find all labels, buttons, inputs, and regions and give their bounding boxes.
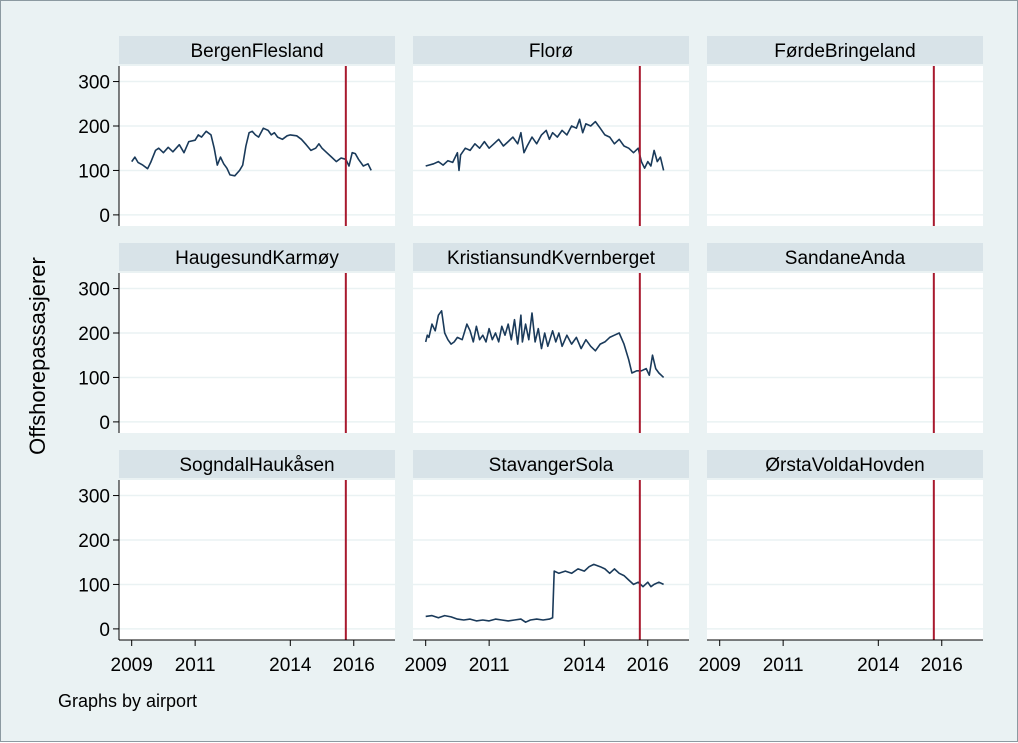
small-multiples-chart	[1, 1, 1018, 743]
panel-6-title: SandaneAnda	[784, 248, 906, 269]
panel-3-title: FørdeBringeland	[774, 41, 916, 62]
panel-4-y-tick-label-0: 0	[99, 412, 110, 434]
panel-7-y-tick-label-0: 0	[99, 619, 110, 641]
panel-7-x-tick-label-3: 2016	[332, 655, 375, 676]
panel-4-y-tick-label-2: 200	[78, 324, 110, 345]
panel-5-plot-area	[413, 273, 689, 433]
panel-2-title: Florø	[528, 41, 574, 62]
panel-9-x-tick-label-2: 2014	[857, 655, 900, 676]
panel-5-title: KristiansundKvernberget	[446, 248, 656, 269]
panel-7-x-tick-label-2: 2014	[269, 655, 312, 676]
panel-4-y-tick-label-1: 100	[78, 368, 110, 390]
panel-2-plot-area	[413, 66, 689, 226]
panel-7-y-tick-label-1: 100	[78, 575, 110, 597]
panel-6-plot-area	[707, 273, 983, 433]
panel-9-x-tick-label-1: 2011	[762, 655, 804, 676]
panel-1-y-tick-label-2: 200	[78, 117, 110, 138]
panel-8-x-tick-label-3: 2016	[626, 655, 669, 676]
panel-1-y-tick-label-0: 0	[99, 205, 110, 227]
panel-1-title: BergenFlesland	[190, 41, 324, 62]
panel-7-y-tick-label-2: 200	[78, 531, 110, 552]
panel-9-plot-area	[707, 480, 983, 640]
panel-8-x-tick-label-2: 2014	[563, 655, 606, 676]
panel-8-x-tick-label-0: 2009	[404, 655, 447, 676]
panel-4-y-tick-label-3: 300	[78, 279, 110, 301]
panel-1-y-tick-label-1: 100	[78, 161, 110, 183]
panel-9-title: ØrstaVoldaHovden	[765, 455, 925, 476]
panel-3-plot-area	[707, 66, 983, 226]
panel-7-y-tick-label-3: 300	[78, 486, 110, 508]
panel-7-x-tick-label-0: 2009	[110, 655, 153, 676]
panel-7-x-tick-label-1: 2011	[174, 655, 216, 676]
y-axis-label: Offshorepassasjerer	[25, 257, 50, 455]
panel-4-title: HaugesundKarmøy	[175, 248, 339, 269]
panel-9-x-tick-label-0: 2009	[698, 655, 741, 676]
panel-8-plot-area	[413, 480, 689, 640]
graphs-by-note: Graphs by airport	[58, 691, 198, 711]
panel-9-x-tick-label-3: 2016	[920, 655, 963, 676]
panel-4-plot-area	[119, 273, 395, 433]
panel-1-plot-area	[119, 66, 395, 226]
panel-1-y-tick-label-3: 300	[78, 72, 110, 94]
panel-8-title: StavangerSola	[488, 455, 614, 476]
panel-7-title: SogndalHaukåsen	[179, 455, 335, 476]
panel-7-plot-area	[119, 480, 395, 640]
panel-8-x-tick-label-1: 2011	[468, 655, 510, 676]
